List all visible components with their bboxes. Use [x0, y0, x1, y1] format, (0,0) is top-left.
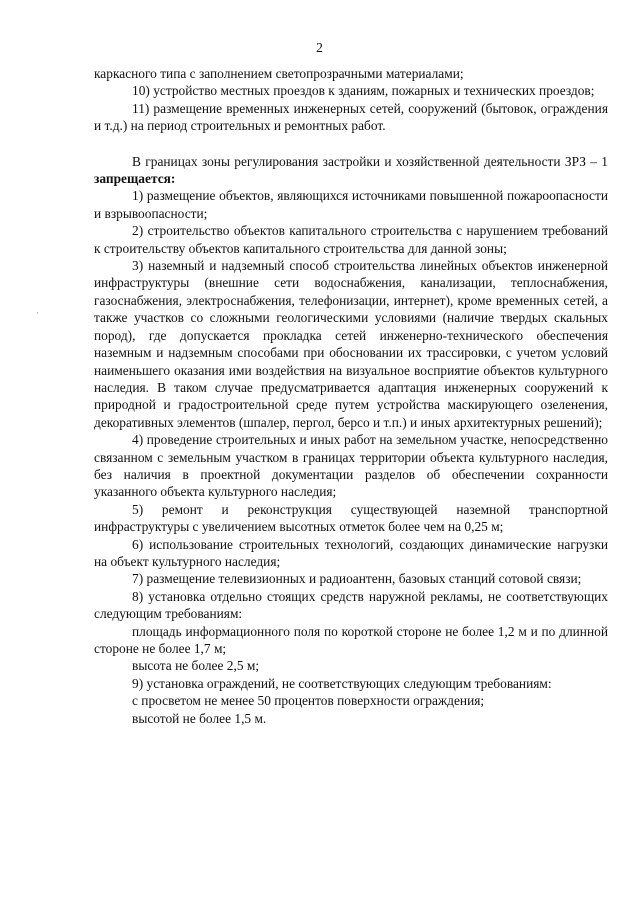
paragraph: 10) устройство местных проездов к зданиям, пожарных и технических проездов; — [132, 83, 595, 99]
margin-mark: · — [36, 308, 39, 318]
zone-intro-bold: запрещается: — [94, 171, 176, 187]
list-item: 7) размещение телевизионных и радиоантенн, базовых станций сотовой связи; — [132, 571, 582, 587]
paragraph: 11) размещение временных инженерных сетей, сооружений (бытовок, ограждения и т.д.) на период строительных и ремонтных работ. — [94, 100, 608, 134]
sub-item: с просветом не менее 50 процентов поверхности ограждения; — [132, 693, 485, 709]
list-item: 8) установка отдельно стоящих средств наружной рекламы, не соответствующих следующим требованиям: — [94, 588, 608, 622]
list-item: 9) установка ограждений, не соответствующих следующим требованиям: — [132, 675, 552, 691]
list-item: 3) наземный и надземный способ строительства линейных объектов инженерной инфраструктуры (внешние сети водоснабжения, канализации, теплоснабжения, газоснабжения, электроснабжения, телефонизации, интернет), кроме временных сетей, а также участков со сложными геологическими условиями (наличие твердых скальных пород), где допускается прокладка сетей инженерно-технического обеспечения наземным и надземным способами при обосновании их трассировки, с учетом условий наименьшего оказания ими воздействия на визуальное восприятие объектов культурного наследия. В таком случае предусматривается адаптация инженерных сооружений к природной и градостроительной среде путем устройства маскирующего озеленения, декоративных элементов (шпалер, пергол, берсо и т.п.) и иных архитектурных решений); — [94, 258, 608, 430]
zone-intro — [94, 153, 608, 188]
sub-item: площадь информационного поля по короткой стороне не более 1,2 м и по длинной стороне не более 1,7 м; — [94, 623, 608, 656]
list-item: 4) проведение строительных и иных работ на земельном участке, непосредственно связанном с земельным участком в границах территории объекта культурного наследия, без наличия в проектной документации разделов об обеспечении сохранности указанного объекта культурного наследия; — [94, 432, 608, 500]
list-item: 5) ремонт и реконструкция существующей наземной транспортной инфраструктуры с увеличением высотных отметок более чем на 0,25 м; — [94, 501, 608, 535]
document-body — [94, 65, 608, 727]
list-item: 1) размещение объектов, являющихся источниками повышенной пожароопасности и взрывоопасности; — [94, 188, 608, 221]
list-item: 6) использование строительных технологий, создающих динамические нагрузки на объект культурного наследия; — [94, 536, 608, 569]
paragraph-gap — [94, 135, 608, 153]
page-number: 2 — [316, 40, 323, 55]
list-item: 2) строительство объектов капитального строительства с нарушением требований к строительству объектов капитального строительства для данной зоны; — [94, 223, 608, 256]
sub-item: высота не более 2,5 м; — [132, 658, 260, 674]
paragraph: каркасного типа с заполнением светопрозрачными материалами; — [94, 66, 464, 81]
zone-intro-text: В границах зоны регулирования застройки и хозяйственной деятельности ЗРЗ – 1 — [132, 153, 608, 169]
sub-item: высотой не более 1,5 м. — [132, 710, 267, 726]
